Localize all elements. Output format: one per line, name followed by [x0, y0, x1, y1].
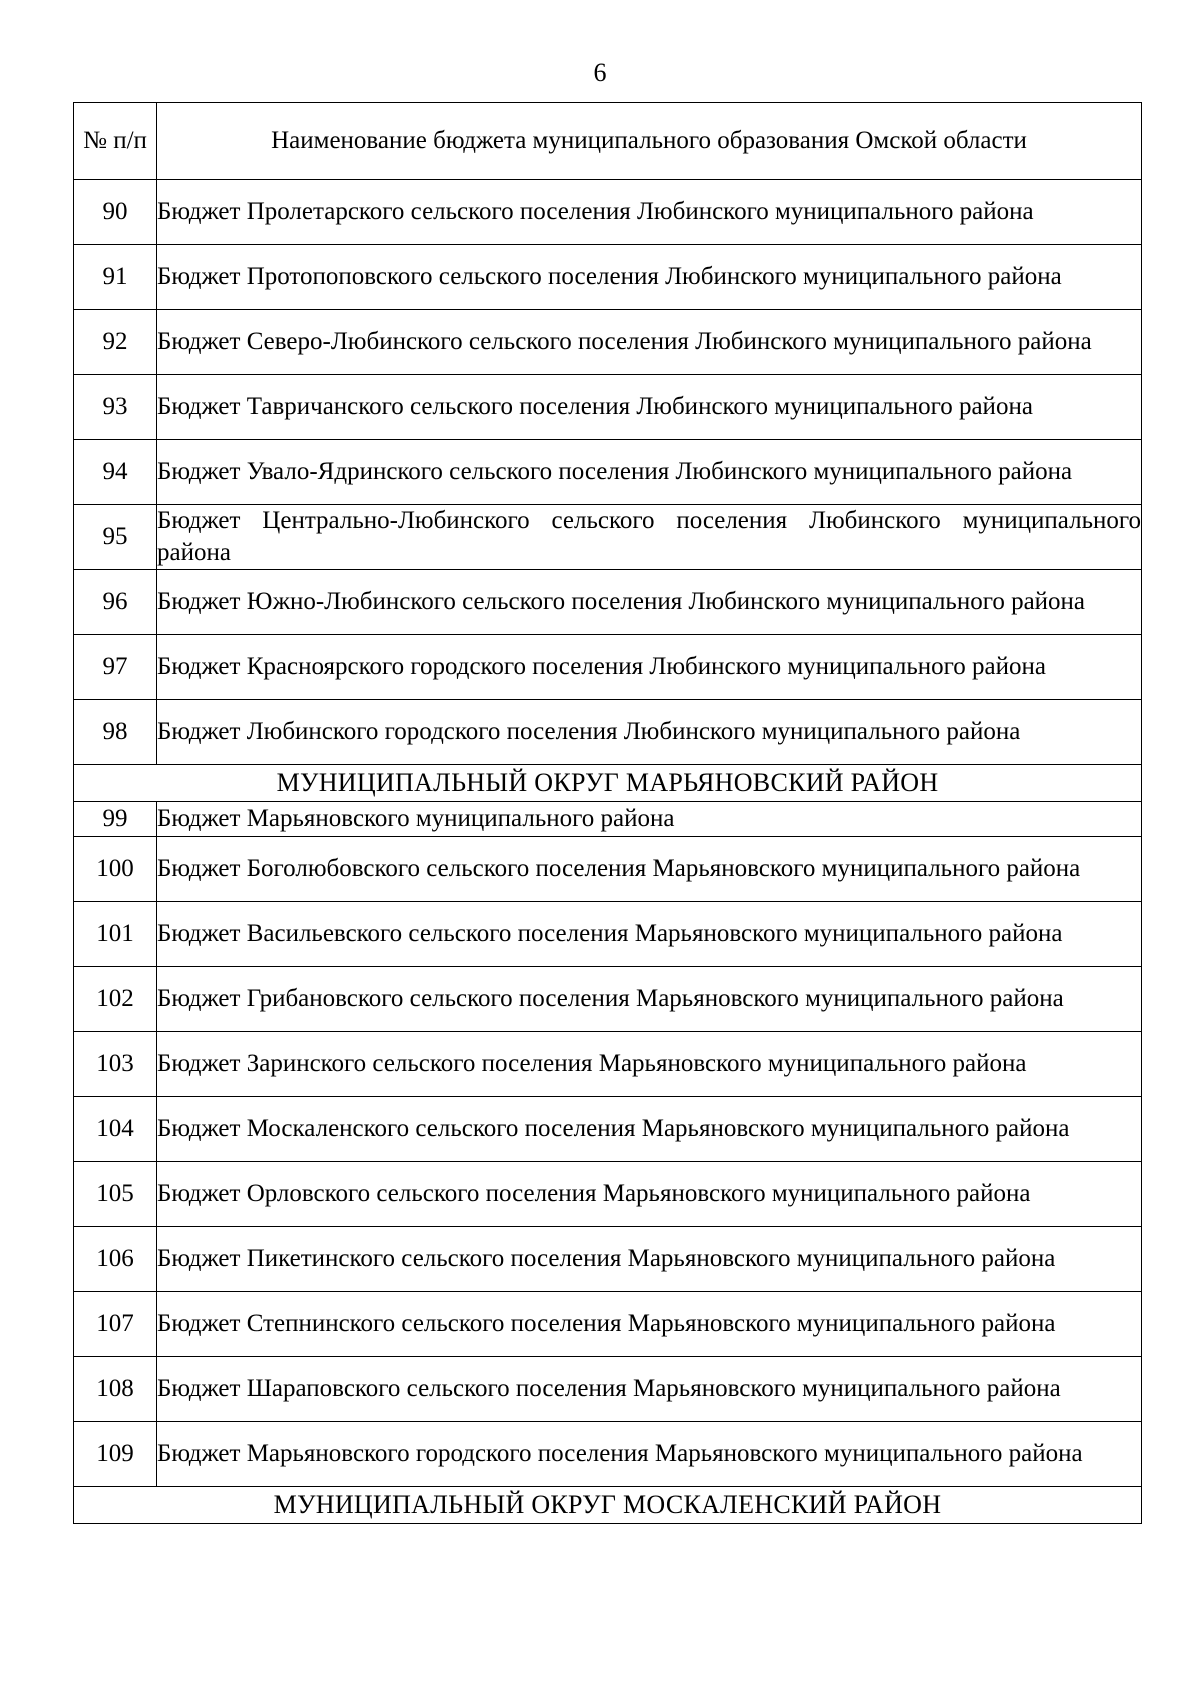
budget-name: Бюджет Центрально-Любинского сельского поселения Любинского муниципального района: [157, 505, 1142, 570]
table-row: [74, 245, 1142, 310]
row-number: 97: [74, 635, 157, 700]
row-number: 91: [74, 245, 157, 310]
row-number: 103: [74, 1032, 157, 1097]
budget-name: Бюджет Красноярского городского поселения Любинского муниципального района: [157, 635, 1142, 700]
row-number: 96: [74, 570, 157, 635]
table-row: [74, 505, 1142, 570]
table-row: [74, 837, 1142, 902]
budget-table: [73, 102, 1142, 1524]
table-row: [74, 1032, 1142, 1097]
row-number: 92: [74, 310, 157, 375]
row-number: 104: [74, 1097, 157, 1162]
row-number: 90: [74, 180, 157, 245]
table-row: [74, 967, 1142, 1032]
table-row: [74, 1357, 1142, 1422]
budget-name: Бюджет Протопоповского сельского поселения Любинского муниципального района: [157, 245, 1142, 310]
budget-name: Бюджет Боголюбовского сельского поселения Марьяновского муниципального района: [157, 837, 1142, 902]
budget-name: Бюджет Пикетинского сельского поселения Марьяновского муниципального района: [157, 1227, 1142, 1292]
table-row: [74, 1422, 1142, 1487]
table-header-row: [74, 103, 1142, 180]
table-row: [74, 310, 1142, 375]
budget-name: Бюджет Васильевского сельского поселения Марьяновского муниципального района: [157, 902, 1142, 967]
budget-name: Бюджет Любинского городского поселения Любинского муниципального района: [157, 700, 1142, 765]
table-row: [74, 1162, 1142, 1227]
section-heading: МУНИЦИПАЛЬНЫЙ ОКРУГ МОСКАЛЕНСКИЙ РАЙОН: [74, 1487, 1142, 1524]
page-number: 6: [593, 58, 607, 87]
table-row: [74, 802, 1142, 837]
column-header-number: № п/п: [74, 103, 157, 180]
row-number: 109: [74, 1422, 157, 1487]
table-row: [74, 902, 1142, 967]
budget-name: Бюджет Пролетарского сельского поселения Любинского муниципального района: [157, 180, 1142, 245]
table-row: [74, 1292, 1142, 1357]
table-row: [74, 1227, 1142, 1292]
row-number: 99: [74, 802, 157, 837]
budget-name: Бюджет Шараповского сельского поселения Марьяновского муниципального района: [157, 1357, 1142, 1422]
row-number: 107: [74, 1292, 157, 1357]
column-header-name: Наименование бюджета муниципального образования Омской области: [157, 103, 1142, 180]
table-row: [74, 440, 1142, 505]
row-number: 94: [74, 440, 157, 505]
budget-name: Бюджет Марьяновского городского поселения Марьяновского муниципального района: [157, 1422, 1142, 1487]
table-row: [74, 375, 1142, 440]
table-row: [74, 180, 1142, 245]
table-body: [74, 180, 1142, 1524]
table-row: [74, 700, 1142, 765]
budget-name: Бюджет Заринского сельского поселения Марьяновского муниципального района: [157, 1032, 1142, 1097]
table-row: [74, 635, 1142, 700]
row-number: 105: [74, 1162, 157, 1227]
row-number: 102: [74, 967, 157, 1032]
budget-name: Бюджет Северо-Любинского сельского поселения Любинского муниципального района: [157, 310, 1142, 375]
budget-name: Бюджет Москаленского сельского поселения Марьяновского муниципального района: [157, 1097, 1142, 1162]
row-number: 101: [74, 902, 157, 967]
section-heading: МУНИЦИПАЛЬНЫЙ ОКРУГ МАРЬЯНОВСКИЙ РАЙОН: [74, 765, 1142, 802]
budget-name: Бюджет Марьяновского муниципального района: [157, 802, 1142, 837]
row-number: 93: [74, 375, 157, 440]
table-row: [74, 1097, 1142, 1162]
section-heading-row: [74, 765, 1142, 802]
budget-name: Бюджет Орловского сельского поселения Марьяновского муниципального района: [157, 1162, 1142, 1227]
budget-name: Бюджет Степнинского сельского поселения Марьяновского муниципального района: [157, 1292, 1142, 1357]
budget-name: Бюджет Тавричанского сельского поселения Любинского муниципального района: [157, 375, 1142, 440]
row-number: 108: [74, 1357, 157, 1422]
budget-name: Бюджет Увало-Ядринского сельского поселения Любинского муниципального района: [157, 440, 1142, 505]
row-number: 98: [74, 700, 157, 765]
budget-name: Бюджет Южно-Любинского сельского поселения Любинского муниципального района: [157, 570, 1142, 635]
row-number: 95: [74, 505, 157, 570]
budget-name: Бюджет Грибановского сельского поселения Марьяновского муниципального района: [157, 967, 1142, 1032]
row-number: 106: [74, 1227, 157, 1292]
table-row: [74, 570, 1142, 635]
row-number: 100: [74, 837, 157, 902]
section-heading-row: [74, 1487, 1142, 1524]
